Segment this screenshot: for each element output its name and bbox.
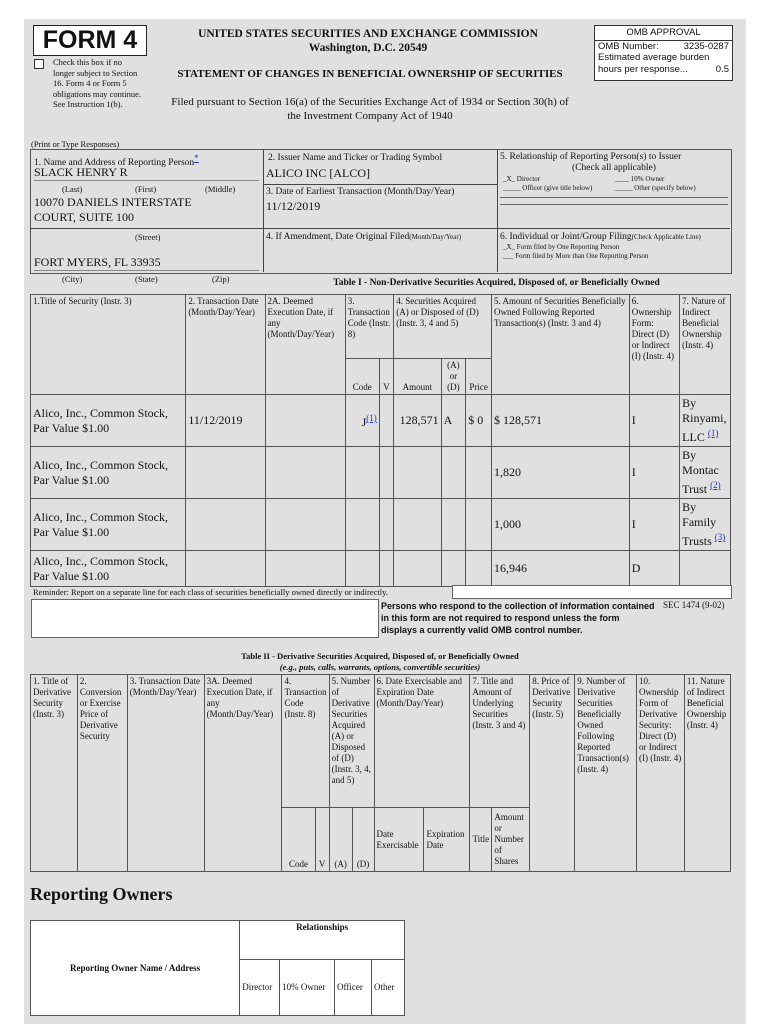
footnote-link[interactable]: (1) [366,413,377,423]
table2-title: Table II - Derivative Securities Acquired, Disposed of, or Beneficially Owned (e.g., puts, calls, warrants, options, convertible securities) [241,651,519,672]
owner-name-header: Reporting Owner Name / Address [31,921,240,1016]
omb-burden-label: Estimated average burden [598,52,710,63]
t2-sub-a: (A) [329,808,352,872]
ten-pct-owner-option: ____ 10% Owner [615,175,665,183]
omb-hours-value: 0.5 [715,63,729,75]
t2-header-code: 4. Transaction Code (Instr. 8) [282,675,329,808]
t1-sub-price: Price [466,359,492,395]
row-title: Alico, Inc., Common Stock, Par Value $1.00 [31,499,186,551]
row-owned: 1,000 [491,499,629,551]
row-title: Alico, Inc., Common Stock, Par Value $1.00 [31,447,186,499]
row-owned: $ 128,571 [491,395,629,447]
row-form: I [629,395,679,447]
t2-header-nature: 11. Nature of Indirect Beneficial Ownership (Instr. 4) [684,675,730,872]
box1-label: 1. Name and Address of Reporting Person* [34,153,199,169]
box4-label: 4. If Amendment, Date Original Filed(Month/Day/Year) [266,232,462,242]
statement-title: STATEMENT OF CHANGES IN BENEFICIAL OWNERSHIP OF SECURITIES [177,68,563,80]
t1-sub-amount: Amount [394,359,441,395]
table-row [31,395,731,447]
t1-header-ownership-form: 6. Ownership Form: Direct (D) or Indirect (I) (Instr. 4) [629,295,679,395]
owner-col-ten-pct: 10% Owner [280,959,335,1015]
footnote-link[interactable]: (3) [714,532,726,542]
row-title: Alico, Inc., Common Stock, Par Value $1.00 [31,395,186,447]
t2-header-date: 3. Transaction Date (Month/Day/Year) [127,675,204,872]
row-form: I [629,499,679,551]
row-form: I [629,447,679,499]
footnote-link[interactable]: (2) [710,480,721,490]
table1-title: Table I - Non-Derivative Securities Acquired, Disposed of, or Beneficially Owned [333,278,660,288]
middle-label: (Middle) [205,184,236,194]
row-nature: By Family Trusts $^{(3)}$ [680,499,731,551]
t1-sub-aord: (A) or (D) [441,359,466,395]
director-option: _X_ Director [503,175,541,183]
officer-option: _____ Officer (give title below) [503,184,593,192]
print-or-type: (Print or Type Responses) [31,139,120,149]
owner-col-director: Director [240,959,280,1015]
table-row [31,499,731,551]
omb-number-label: OMB Number: [598,40,659,52]
reporting-owners-table [30,920,405,1016]
row-code: J$^{(1)}$ [345,395,379,447]
t2-header-ownership-form: 10. Ownership Form of Derivative Security: Direct (D) or Indirect (I) (Instr. 4) [637,675,685,872]
footnote-link[interactable]: (1) [707,428,719,438]
t1-header-code: 3. Transaction Code (Instr. 8) [345,295,394,359]
reporting-person-name: SLACK HENRY R [34,165,128,179]
checkbox-note: Check this box if no longer subject to Section 16. Form 4 or Form 5 obligations may continue. See Instruction 1(b). [53,57,142,109]
table2-derivative [30,674,731,872]
t1-sub-v: V [379,359,393,395]
state-label: (State) [135,274,158,284]
table-row [31,551,731,587]
row-amount: 128,571 [394,395,441,447]
t2-header-number-owned: 9. Number of Derivative Securities Beneficially Owned Following Reported Transaction(s) (Instr. 4) [575,675,637,872]
box6-label: 6. Individual or Joint/Group Filing(Check Applicable Line) [500,232,701,242]
t2-sub-expiration: Expiration Date [424,808,470,872]
omb-title: OMB APPROVAL [595,26,732,41]
filing-options: _X_ Form filed by One Reporting Person ___ Form filed by More than One Reporting Person [503,243,649,260]
city-label: (City) [62,274,83,284]
first-label: (First) [135,184,157,194]
row-nature: By Rinyami, LLC $^{(1)}$ [680,395,731,447]
no-longer-subject-checkbox[interactable] [34,59,44,69]
notice-left-box [31,599,379,638]
filed-pursuant: Filed pursuant to Section 16(a) of the Securities Exchange Act of 1934 or Section 30(h) of the Investment Company Act of 1940 [171,96,569,122]
row-title: Alico, Inc., Common Stock, Par Value $1.00 [31,551,186,587]
reporting-owners-heading: Reporting Owners [30,884,173,904]
omb-approval-box [594,25,733,81]
t2-sub-date-exercisable: Date Exercisable [374,808,424,872]
t2-header-conversion: 2. Conversion or Exercise Price of Derivative Security [77,675,127,872]
row-nature: By Montac Trust $^{(2)}$ [680,447,731,499]
box5-label: 5. Relationship of Reporting Person(s) to Issuer [500,152,682,162]
t2-sub-amount: Amount or Number of Shares [492,808,530,872]
t1-header-nature: 7. Nature of Indirect Beneficial Ownership (Instr. 4) [680,295,731,395]
earliest-transaction-date: 11/12/2019 [266,199,321,213]
reporting-city-line: FORT MYERS, FL 33935 [34,255,161,269]
t2-header-deemed: 3A. Deemed Execution Date, if any (Month/Day/Year) [204,675,282,872]
last-label: (Last) [62,184,83,194]
row-owned: 16,946 [491,551,629,587]
t2-header-underlying: 7. Title and Amount of Underlying Securities (Instr. 3 and 4) [470,675,530,808]
other-option: _____ Other (specify below) [615,184,696,192]
reminder-field [452,585,732,599]
t2-sub-code: Code [282,808,315,872]
t2-sub-v: V [315,808,329,872]
t2-sub-d: (D) [352,808,374,872]
t1-header-securities: 4. Securities Acquired (A) or Disposed of (D) (Instr. 3, 4 and 5) [394,295,492,359]
t1-header-title: 1.Title of Security (Instr. 3) [31,295,186,395]
relationships-header: Relationships [240,921,405,960]
t2-sub-title: Title [470,808,492,872]
table-row [31,447,731,499]
omb-number-value: 3235-0287 [683,40,729,52]
table1-non-derivative [30,294,731,587]
omb-hours-label: hours per response... [598,63,688,75]
row-date: 11/12/2019 [186,395,265,447]
box5-sub: (Check all applicable) [572,163,656,173]
persons-notice: Persons who respond to the collection of information contained in this form are not required to respond unless the form displays a currently valid OMB control number. [381,601,655,635]
owner-col-other: Other [372,959,405,1015]
agency-name: UNITED STATES SECURITIES AND EXCHANGE COMMISSION Washington, D.C. 20549 [198,28,538,54]
owner-col-officer: Officer [335,959,372,1015]
form-title: FORM 4 [33,25,147,56]
t2-header-number: 5. Number of Derivative Securities Acquired (A) or Disposed of (D) (Instr. 3, 4, and 5) [329,675,374,808]
zip-label: (Zip) [212,274,230,284]
reminder-text: Reminder: Report on a separate line for each class of securities beneficially owned directly or indirectly. [33,587,388,597]
t1-header-date: 2. Transaction Date (Month/Day/Year) [186,295,265,395]
reporting-address: 10070 DANIELS INTERSTATE COURT, SUITE 100 [34,195,192,224]
box3-label: 3. Date of Earliest Transaction (Month/Day/Year) [266,187,455,197]
row-aord: A [441,395,466,447]
issuer-name: ALICO INC [ALCO] [266,166,370,180]
row-form: D [629,551,679,587]
box2-label: 2. Issuer Name and Ticker or Trading Symbol [268,153,443,163]
t2-header-title: 1. Title of Derivative Security (Instr. 3) [31,675,78,872]
t2-header-price: 8. Price of Derivative Security (Instr. 5) [530,675,575,872]
t1-header-amount-owned: 5. Amount of Securities Beneficially Owned Following Reported Transaction(s) (Instr. 3 and 4) [491,295,629,395]
t1-header-deemed: 2A. Deemed Execution Date, if any (Month/Day/Year) [265,295,345,395]
t2-header-exercisable: 6. Date Exercisable and Expiration Date (Month/Day/Year) [374,675,470,808]
row-owned: 1,820 [491,447,629,499]
box1-asterisk-link[interactable]: * [194,153,199,163]
street-label: (Street) [135,232,161,242]
sec-code: SEC 1474 (9-02) [663,600,725,610]
row-price: $ 0 [466,395,492,447]
t1-sub-code: Code [345,359,379,395]
